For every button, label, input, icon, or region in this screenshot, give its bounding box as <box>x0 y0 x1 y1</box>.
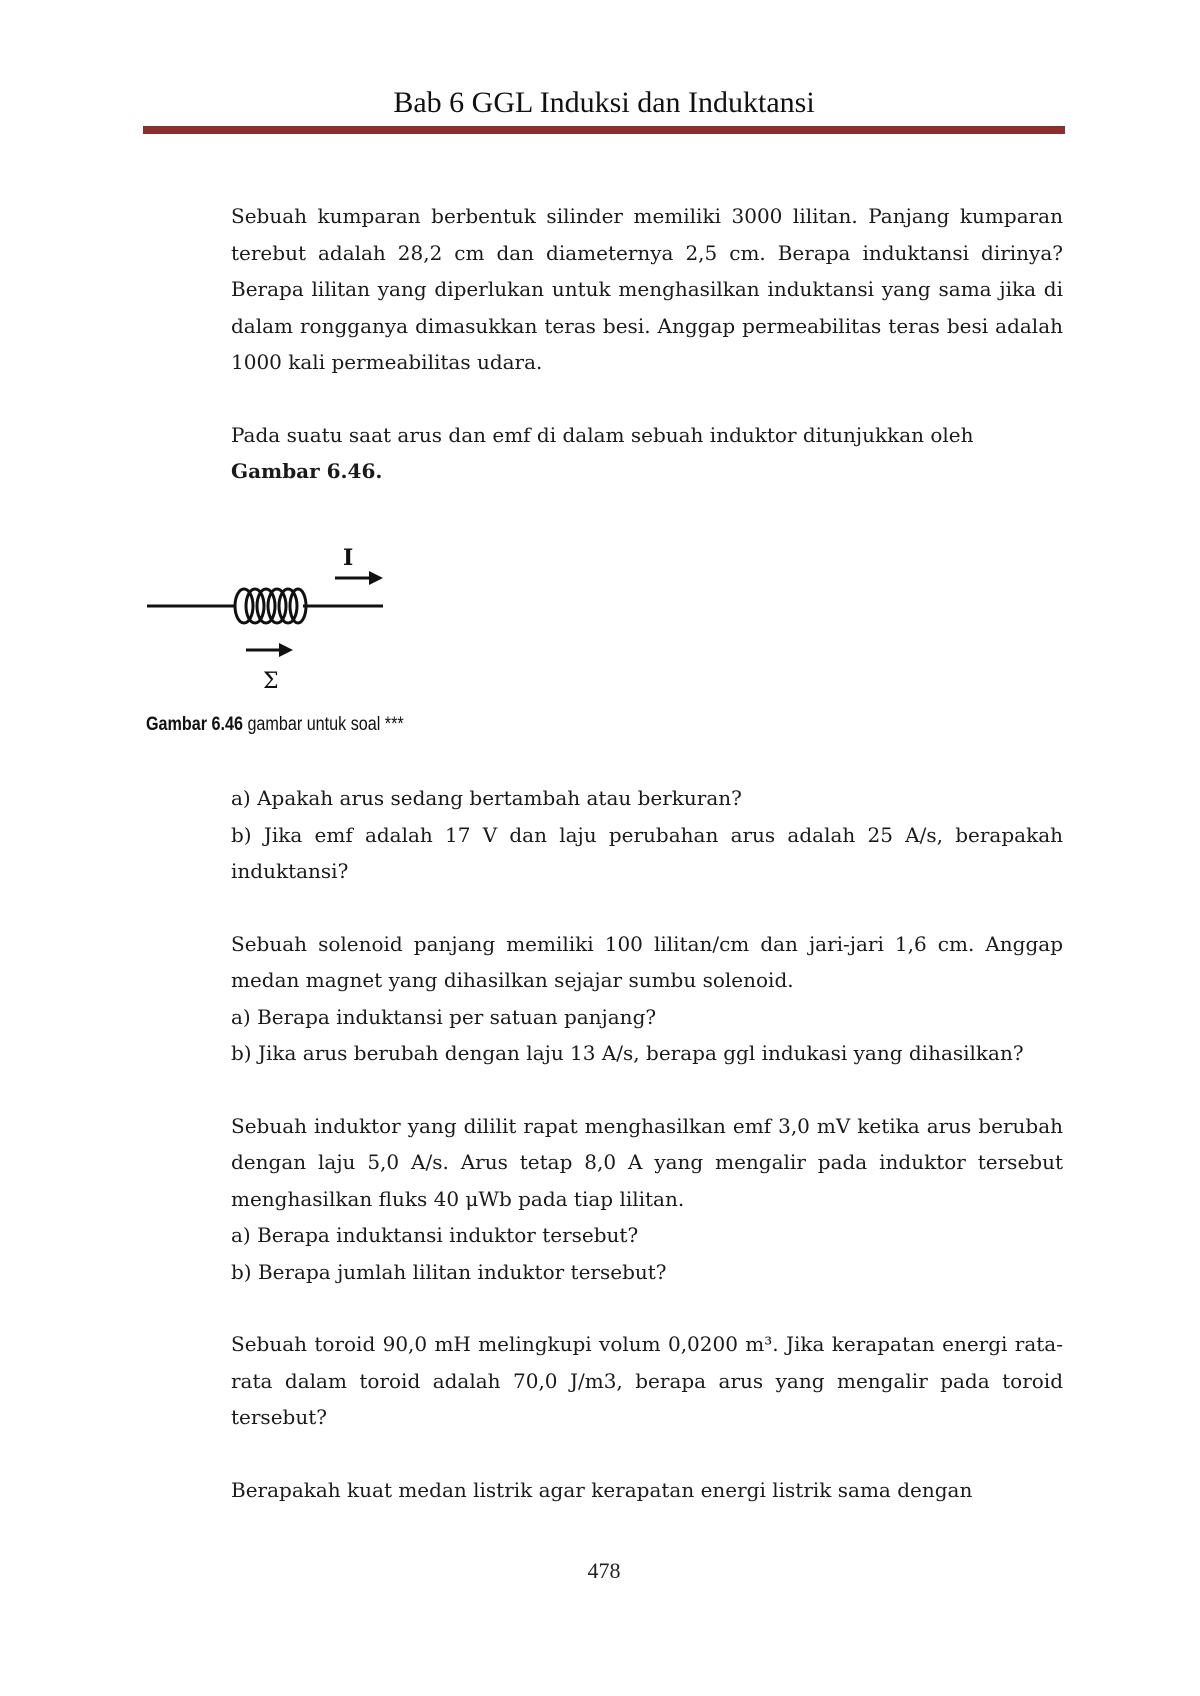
page-header-title: Bab 6 GGL Induksi dan Induktansi <box>393 86 815 119</box>
current-label: I <box>343 545 354 571</box>
question-3a: a) Berapa induktansi induktor tersebut? <box>231 1223 639 1247</box>
problem-electric-field: Berapakah kuat medan listrik agar kerapatan energi listrik sama dengan <box>231 1477 973 1502</box>
question-3b: b) Berapa jumlah lilitan induktor tersebut? <box>231 1259 667 1284</box>
inductor-diagram <box>143 535 403 695</box>
problem-solenoid: Sebuah solenoid panjang memiliki 100 lilitan/cm dan jari-jari 1,6 cm. Anggap medan magnet yang dihasilkan sejajar sumbu solenoid. <box>231 931 1063 992</box>
coil-loop <box>257 589 275 623</box>
inductor-coil <box>235 589 306 623</box>
problem-toroid: Sebuah toroid 90,0 mH melingkupi volum 0,0200 m³. Jika kerapatan energi rata-rata dalam toroid adalah 70,0 J/m3, berapa arus yang mengalir pada toroid tersebut? <box>231 1332 1063 1429</box>
question-1a: a) Apakah arus sedang bertambah atau berkuran? <box>231 786 742 810</box>
question-2b: b) Jika arus berubah dengan laju 13 A/s, berapa ggl indukasi yang dihasilkan? <box>231 1041 1024 1065</box>
emf-label: Σ <box>263 669 279 694</box>
inductor-figure <box>143 535 403 695</box>
question-2a: a) Berapa induktansi per satuan panjang? <box>231 1004 657 1029</box>
question-1b: b) Jika emf adalah 17 V dan laju perubahan arus adalah 25 A/s, berapakah induktansi? <box>231 822 1063 883</box>
current-arrow-icon <box>335 571 383 585</box>
problem-inductor-intro <box>231 417 1063 490</box>
coil-loop <box>246 589 264 623</box>
figure-caption-label: Gambar 6.46 <box>146 714 243 735</box>
problem-tight-inductor: Sebuah induktor yang dililit rapat menghasilkan emf 3,0 mV ketika arus berubah dengan laju 5,0 A/s. Arus tetap 8,0 A yang mengalir pada induktor tersebut menghasilkan fluks 40 μWb pada tiap lilitan. <box>231 1113 1063 1211</box>
figure-caption-text: gambar untuk soal *** <box>247 714 404 735</box>
header-rule <box>143 126 1065 134</box>
coil-loop <box>268 589 286 623</box>
coil-loop <box>279 589 297 623</box>
problem-text-top <box>231 198 1063 490</box>
coil-loop <box>235 589 253 623</box>
figure-reference: Gambar 6.46. <box>231 459 383 483</box>
page-number: 478 <box>587 1558 621 1583</box>
figure-caption <box>146 714 404 736</box>
problem-inductor-intro-text: Pada suatu saat arus dan emf di dalam sebuah induktor ditunjukkan oleh <box>231 422 974 447</box>
problem-text-bottom <box>231 780 1063 1508</box>
problem-coil-cylinder: Sebuah kumparan berbentuk silinder memiliki 3000 lilitan. Panjang kumparan terebut adalah 28,2 cm dan diameternya 2,5 cm. Berapa induktansi dirinya? Berapa lilitan yang diperlukan untuk menghasilkan induktansi yang sama jika di dalam rongganya dimasukkan teras besi. Anggap permeabilitas teras besi adalah 1000 kali permeabilitas udara. <box>231 204 1063 374</box>
emf-arrow-icon <box>246 643 293 657</box>
